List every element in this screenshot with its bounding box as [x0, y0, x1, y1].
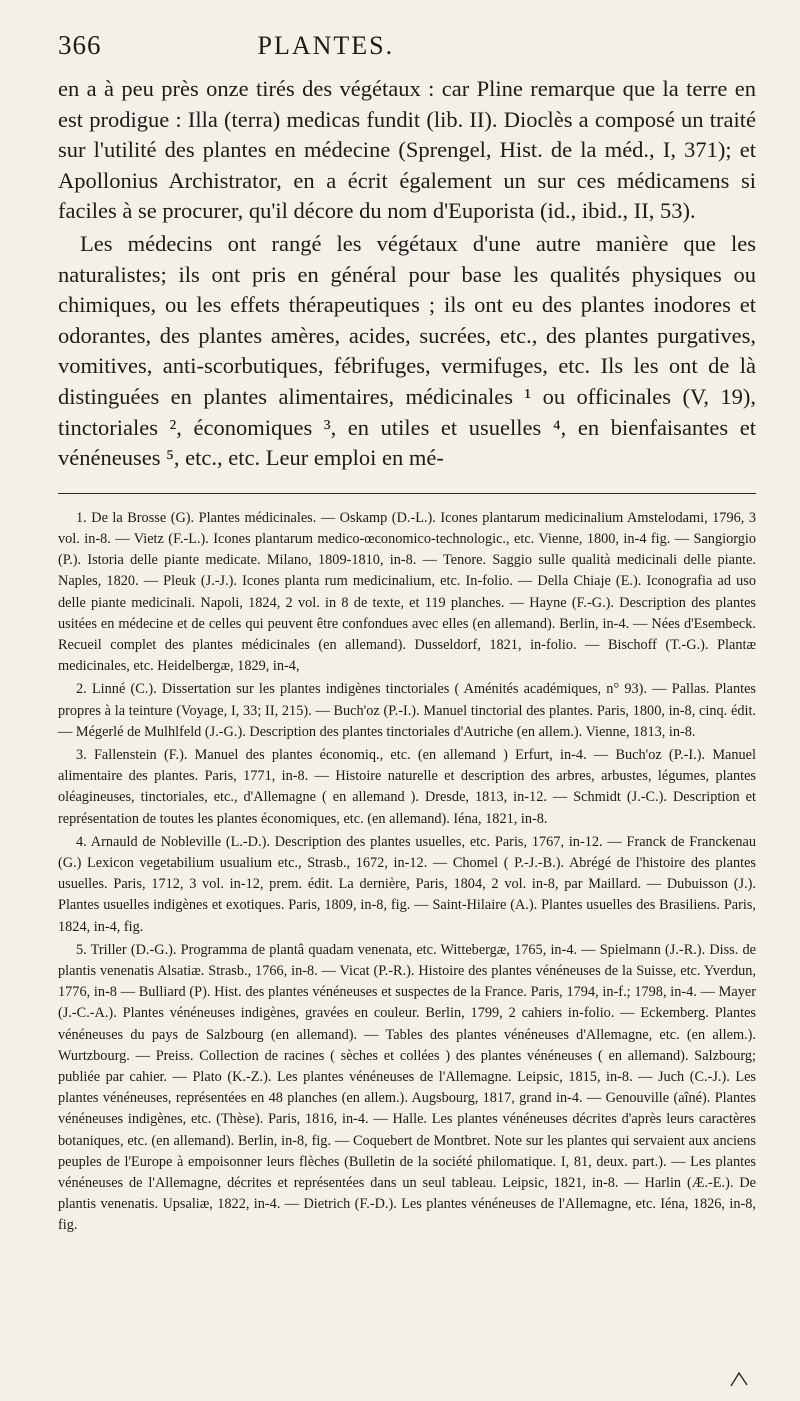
footnote: 4. Arnauld de Nobleville (L.-D.). Description des plantes usuelles, etc. Paris, 1767, in-12. — Franck de Franckenau (G.) Lexicon vegetabilium usualium etc., Strasb., 1672, in-12. — Chomel ( P.-J.-B.). Abrégé de l'histoire des plantes usuelles. Paris, 1712, 3 vol. in-12, prem. édit. La dernière, Paris, 1804, 2 vol. in-8, par Maillard. — Dubuisson (J.). Plantes usuelles indigènes et exotiques. Paris, 1809, in-8, fig. — Saint-Hilaire (A.). Plantes usuelles des Brasiliens. Paris, 1824, in-4, fig.	[58, 833, 756, 935]
footnotes	[58, 508, 756, 1237]
footnote: 3. Fallenstein (F.). Manuel des plantes économiq., etc. (en allemand ) Erfurt, in-4. — Buch'oz (P.-I.). Manuel alimentaire des plantes. Paris, 1771, in-8. — Histoire naturelle et description des arbres, arbustes, légumes, plantes oléagineuses, tinctoriales, etc., d'Allemagne ( en allemand ). Dresde, 1813, in-12. — Schmidt (J.-C.). Description et représentation de toutes les plantes économiques, etc. (en allemand). Iéna, 1821, in-8.	[58, 746, 756, 827]
footnote: 1. De la Brosse (G). Plantes médicinales. — Oskamp (D.-L.). Icones plantarum medicinalium Amstelodami, 1796, 3 vol. in-8. — Vietz (F.-L.). Icones plantarum medico-œconomico-technologic., etc. Vienne, 1800, in-4 fig. — Sangiorgio (P.). Istoria delle piante medicate. Milano, 1809-1810, in-8. — Tenore. Saggio sulle qualità medicinali delle piante. Naples, 1820. — Pleuk (J.-J.). Icones planta rum medicinalium, etc. In-folio. — Della Chiaje (E.). Iconografia ad uso delle piante medicinali. Napoli, 1824, 2 vol. in 8 de texte, et 119 planches. — Hayne (F.-G.). Description des plantes usitées en médecine et de celles qui peuvent être confondues avec elles (en allemand). Berlin, in-4. — Nées d'Esembeck. Recueil complet des plantes médicinales (en allemand). Dusseldorf, 1821, in-folio. — Bischoff (T.-G.). Plantæ medicinales, etc. Heidelbergæ, 1829, in-4,	[58, 509, 756, 675]
body-paragraph: en a à peu près onze tirés des végétaux : car Pline remarque que la terre en est prodigue : Illa (terra) medicas fundit (lib. II). Dioclès a composé un traité sur l'utilité des plantes en médecine (Sprengel, Hist. de la méd., I, 371); et Apollonius Archistrator, en a écrit également un sur ces médicamens si faciles à se procurer, qu'il décore du nom d'Euporista (id., ibid., II, 53).	[58, 76, 756, 224]
footnote: 2. Linné (C.). Dissertation sur les plantes indigènes tinctoriales ( Aménités académiques, n° 93). — Pallas. Plantes propres à la teinture (Voyage, I, 33; II, 215). — Buch'oz (P.-I.). Manuel tinctorial des plantes. Paris, 1800, in-8, cinq. édit. — Mégerlé de Mulhlfeld (J.-G.). Description des plantes tinctoriales d'Autriche (en allem.). Vienne, 1813, in-8.	[58, 681, 756, 740]
page-number: 366	[58, 30, 102, 60]
running-head: PLANTES.	[257, 31, 395, 60]
footnote-separator	[58, 493, 756, 494]
footnote: 5. Triller (D.-G.). Programma de plantâ quadam venenata, etc. Wittebergæ, 1765, in-4. — Spielmann (J.-R.). Diss. de plantis venenatis Alsatiæ. Strasb., 1766, in-8. — Vicat (P.-R.). Histoire des plantes vénéneuses de la Suisse, etc. Yverdun, 1776, in-8 — Bulliard (P). Hist. des plantes vénéneuses et suspectes de la France. Paris, 1794, in-f.; 1798, in-4. — Mayer (J.-C.-A.). Plantes vénéneuses indigènes, gravées en couleur. Berlin, 1799, 2 cahiers in-folio. — Eckemberg. Plantes vénéneuses du pays de Salzbourg (en allemand). — Tables des plantes vénéneuses d'Allemagne, etc. (en allem.). Wurtzbourg. — Preiss. Collection de racines ( sèches et collées ) des plantes vénéneuses ( en allemand). Salzbourg; publiée par cahier. — Plato (K.-Z.). Les plantes vénéneuses de l'Allemagne. Leipsic, 1815, in-8. — Juch (C.-J.). Les plantes vénéneuses, représentées en 48 planches (en allem.). Augsbourg, 1817, grand in-4. — Genouville (aîné). Plantes vénéneuses indigènes, etc. (Thèse). Paris, 1816, in-4. — Halle. Les plantes vénéneuses décrites d'après leurs caractères botaniques, etc. (en allemand). Berlin, in-8, fig. — Coquebert de Montbret. Note sur les plantes qui servaient aux anciens peuples de l'Europe à empoisonner leurs flèches (Bulletin de la société philomatique. I, 81, deux. part.). — Les plantes vénéneuses de l'Allemagne, décrites et représentées dans un seul tableau. Leipsic, 1821, in-8. — Harlin (Æ.-E.). De plantis venenatis. Upsaliæ, 1822, in-4. — Dietrich (F.-D.). Les plantes vénéneuses de l'Allemagne, etc. Iéna, 1826, in-8, fig.	[58, 941, 756, 1234]
body-paragraph: Les médecins ont rangé les végétaux d'une autre manière que les naturalistes; ils ont pris en général pour base les qualités physiques ou chimiques, ou les effets thérapeutiques ; ils ont eu des plantes inodores et odorantes, des plantes amères, acides, sucrées, etc., des plantes purgatives, vomitives, anti-scorbutiques, fébrifuges, vermifuges, etc. Ils les ont de là distinguées en plantes alimentaires, médicinales ¹ ou officinales (V, 19), tinctoriales ², économiques ³, en utiles et usuelles ⁴, en bienfaisantes et vénéneuses ⁵, etc., etc. Leur emploi en mé-	[58, 230, 756, 471]
page-corner-mark	[728, 1369, 750, 1389]
page-header	[58, 30, 756, 74]
